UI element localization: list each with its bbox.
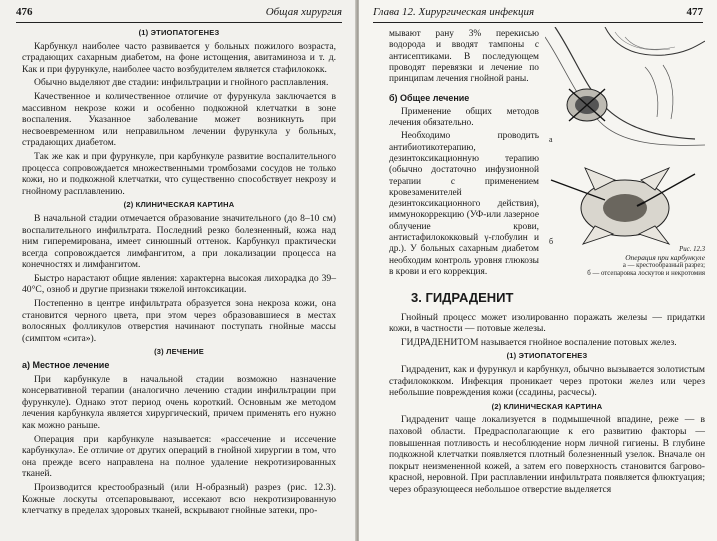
- figure-number: Рис. 12.3: [679, 246, 705, 253]
- paragraph: Так же как и при фурункуле, при карбункуле развитие воспалительного процесса сопровождается множественными тромбозами сосудов не только кожи, но и подкожной клетчатки, что существенно способствует некрозу и гнойному расплавлению.: [22, 150, 336, 197]
- right-text-column: [389, 286, 705, 498]
- figure-legend-b: б — отсепаровка лоскутов и некротомия: [587, 270, 705, 277]
- heading-general-treatment: б) Общее лечение: [389, 93, 470, 104]
- right-page-number: 477: [686, 6, 703, 18]
- left-header-rule: [16, 22, 342, 23]
- paragraph: Быстро нарастают общие явления: характерна высокая лихорадка до 39–40°C, озноб и другие признаки тяжелой интоксикации.: [22, 272, 336, 296]
- paragraph: Гидраденит, как и фурункул и карбункул, обычно вызывается золотистым стафилококком. Инфекция проникает через протоки желез или через небольшие повреждения кожи (ссадины, расчесы).: [389, 363, 705, 399]
- heading-etiopathogenesis: (1) ЭТИОПАТОГЕНЕЗ: [138, 28, 220, 37]
- paragraph: Качественное и количественное отличие от фурункула заключается в массивном некрозе кожи и особенно подкожной клетчатки в зоне воспаления. Указанное заболевание может возникнуть при несвоевременном или неправильном лечении фурункула у больных, страдающих диабетом.: [22, 90, 336, 149]
- paragraph: Карбункул наиболее часто развивается у больных пожилого возраста, страдающих сахарным диабетом, на фоне истощения, авитаминоза и т. д. Как и при фурункуле, наиболее часто возбудителем является стафилококк.: [22, 40, 336, 75]
- svg-text:б: б: [549, 237, 554, 246]
- paragraph: В начальной стадии отмечается образование значительного (до 8–10 см) воспалительного инфильтрата. Последний резко болезненный, кожа над ним гиперемирована, имеет синюшный оттенок. Карбункул практически всегда сопровождается лимфангитом, а при локализации процесса на конечностях и лимфангитом.: [22, 212, 336, 271]
- paragraph: При карбункуле в начальной стадии возможно назначение консервативной терапии (аналогично лечению стадии инфильтрации при фурункуле). Однако этот период очень короткий. Основным же методом лечения карбункула является хирургический, причем применять его нужно как можно раньше.: [22, 373, 336, 431]
- right-running-head: Глава 12. Хирургическая инфекция: [373, 6, 535, 18]
- figure-caption: [545, 246, 705, 278]
- figure-title: Операция при карбункуле: [625, 253, 705, 262]
- paragraph: Гнойный процесс может изолированно поражать железы — придатки кожи, в частности — потовые железы.: [389, 311, 705, 335]
- paragraph: Необходимо проводить антибиотикотерапию, дезинтоксикационную терапию (обычно достаточно инфузионной терапии с применением кровезаменителей дезинтоксикационного действия), иммунокоррекцию (УФ-или лазерное облучение крови, антистафилококковый γ-глобулин и др.). У больных сахарным диабетом необходим контроль уровня глюкозы в крови и его коррекция.: [389, 131, 539, 277]
- left-page-number: 476: [16, 6, 33, 18]
- figure-legend-a: а — крестообразный разрез;: [622, 262, 705, 269]
- left-running-head: Общая хирургия: [265, 6, 342, 18]
- heading-etiopathogenesis-2: (1) ЭТИОПАТОГЕНЕЗ: [506, 351, 588, 361]
- paragraph: ГИДРАДЕНИТОМ называется гнойное воспаление потовых желез.: [401, 336, 677, 348]
- left-text-column: [22, 27, 336, 519]
- paragraph: Применение общих методов лечения обязательно.: [389, 106, 539, 129]
- right-narrow-column: [389, 29, 539, 280]
- heading-clinical-picture: (2) КЛИНИЧЕСКАЯ КАРТИНА: [123, 200, 235, 210]
- left-page: [0, 0, 356, 541]
- paragraph: Постепенно в центре инфильтрата образуется зона некроза кожи, она становится черного цвета, при этом через образовавшиеся в местах волосяных фолликулов отверстия начинают поступать гнойные массы (симптом «сита»).: [22, 298, 336, 344]
- heading-local-treatment: а) Местное лечение: [22, 360, 110, 371]
- paragraph: Гидраденит чаще локализуется в подмышечной впадине, реже — в паховой области. Предрасполагающие к его развитию факторы — повышенная потливость и несоблюдение норм личной гигиены. В глубине подкожной клетчатки появляется плотный болезненный узелок. Вначале он покрыт неизмененной кожей, а затем его поверхность становится багрово-красной, неровной. При расплавлении инфильтрата появляется флюктуация; через образующееся небольшое отверстие выделяется: [389, 414, 705, 495]
- paragraph: Операция при карбункуле называется: «рассечение и иссечение карбункула». Ее отличие от других операций в гнойной хирургии в том, что она прежде всего направлена на полное удаление некротизированных тканей.: [22, 433, 336, 480]
- heading-treatment: (3) ЛЕЧЕНИЕ: [154, 347, 204, 357]
- heading-hidradenitis: 3. ГИДРАДЕНИТ: [411, 290, 514, 305]
- svg-text:а: а: [549, 135, 553, 144]
- paragraph: Производится крестообразный (или Н-образный) разрез (рис. 12.3). Кожные лоскуты отсепаровывают, иссекают всю некротизированную клетчатку в пределах здоровых тканей, вскрывают гнойные затеки, про-: [22, 481, 336, 517]
- figure-flap-separation: [545, 160, 705, 248]
- figure-cruciate-incision: [545, 27, 705, 147]
- paragraph: Обычно выделяют две стадии: инфильтрации и гнойного расплавления.: [34, 77, 329, 89]
- paragraph: мывают рану 3% перекисью водорода и вводят тампоны с антисептиками. В последующем проводят перевязки и лечение по принципам лечения гнойной раны.: [389, 29, 539, 85]
- right-page: [359, 0, 717, 541]
- heading-clinical-picture-2: (2) КЛИНИЧЕСКАЯ КАРТИНА: [491, 401, 603, 411]
- right-header-rule: [373, 22, 703, 23]
